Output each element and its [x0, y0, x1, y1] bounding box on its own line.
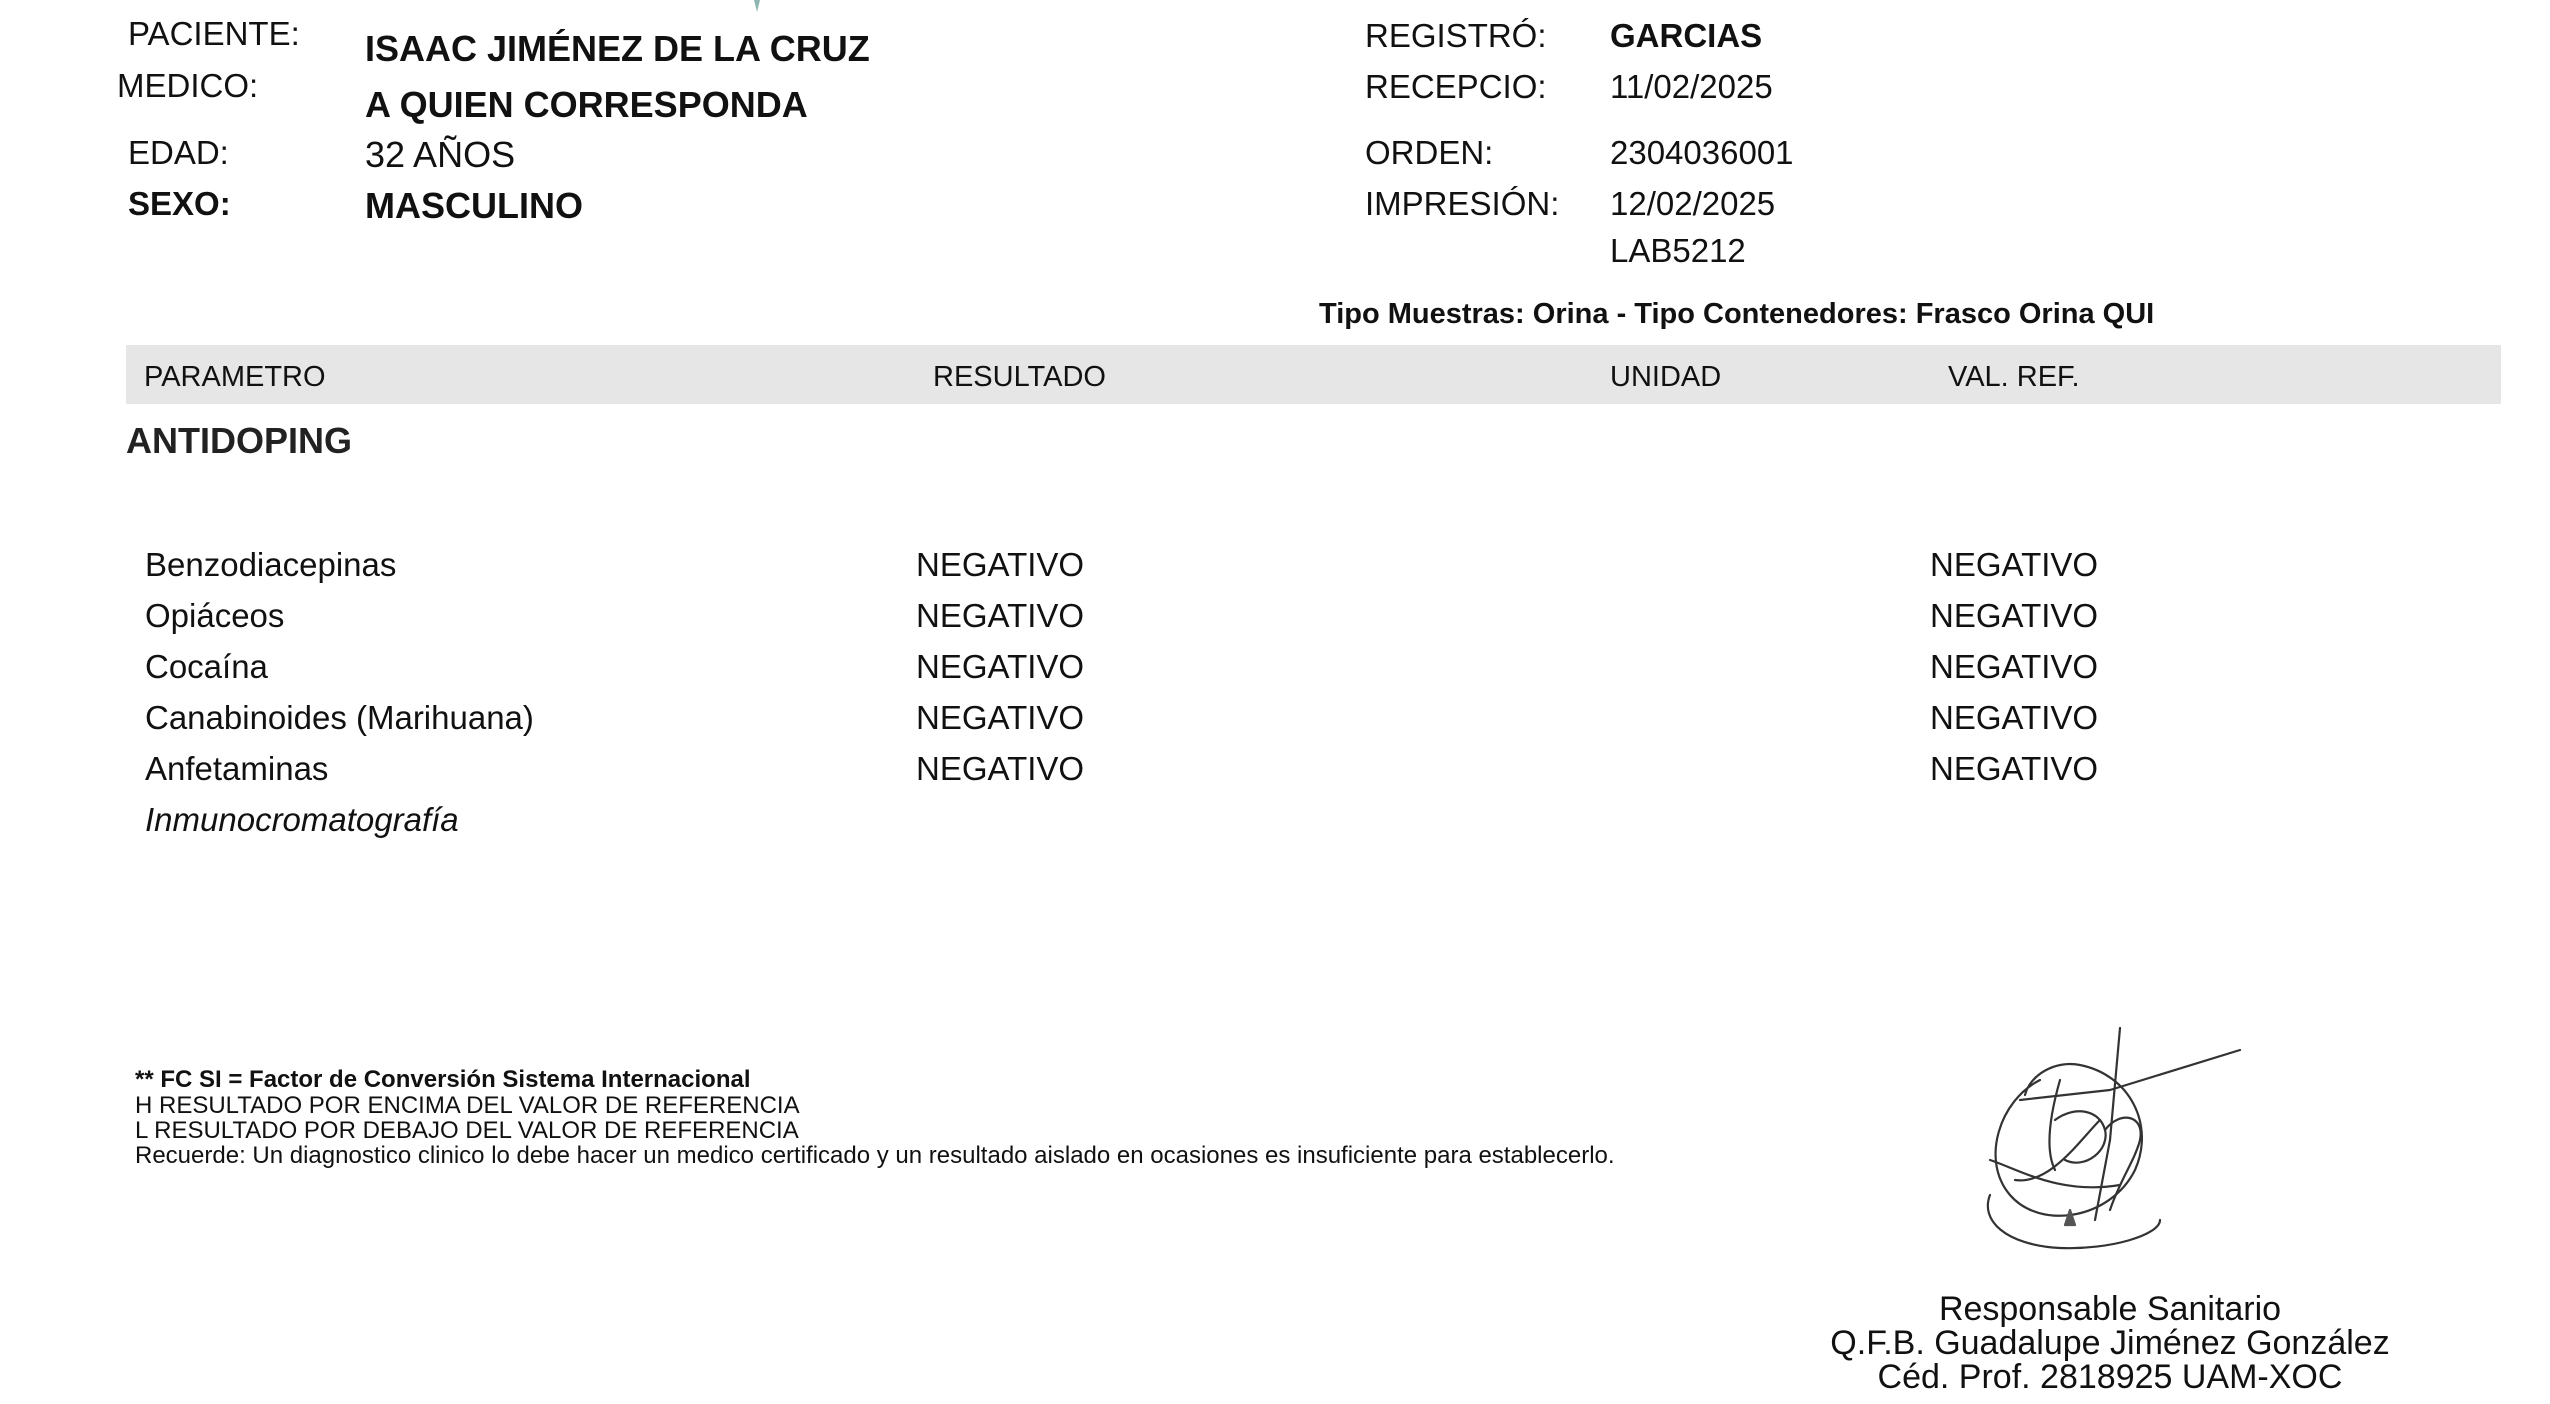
row-valref: NEGATIVO: [1930, 699, 2099, 736]
row-parametro: Anfetaminas: [145, 750, 329, 787]
row-parametro: Cocaína: [145, 648, 268, 685]
row-resultado: NEGATIVO: [916, 750, 1085, 787]
footnote-l: L RESULTADO POR DEBAJO DEL VALOR DE REFERENCIA: [135, 1117, 799, 1144]
row-parametro: Opiáceos: [145, 597, 285, 634]
row-resultado: NEGATIVO: [916, 546, 1085, 583]
signature-icon: [1960, 1020, 2260, 1270]
row-resultado: NEGATIVO: [916, 648, 1085, 685]
lab-code: LAB5212: [1610, 232, 1746, 269]
sample-info: Tipo Muestras: Orina - Tipo Contenedores: Frasco Orina QUI: [1319, 298, 2155, 330]
row-valref: NEGATIVO: [1930, 648, 2099, 685]
signature-title: Responsable Sanitario: [1938, 1290, 2282, 1328]
col-unidad: UNIDAD: [1610, 361, 1722, 393]
footnote-fc-si: ** FC SI = Factor de Conversión Sistema Internacional: [135, 1066, 751, 1093]
edad-label: EDAD:: [128, 134, 229, 171]
paciente-label: PACIENTE:: [128, 15, 300, 52]
section-title: ANTIDOPING: [126, 420, 353, 461]
medico-label: MEDICO:: [117, 67, 259, 104]
impresion-value: 12/02/2025: [1610, 185, 1776, 222]
recepcio-label: RECEPCIO:: [1365, 68, 1547, 105]
table-header: [126, 345, 2501, 404]
registro-value: GARCIAS: [1610, 17, 1763, 54]
recepcio-value: 11/02/2025: [1610, 68, 1773, 105]
method-text: Inmunocromatografía: [145, 801, 459, 838]
sexo-label: SEXO:: [128, 185, 231, 222]
medico-value: A QUIEN CORRESPONDA: [365, 84, 808, 125]
col-resultado: RESULTADO: [933, 361, 1106, 393]
paciente-value: ISAAC JIMÉNEZ DE LA CRUZ: [365, 28, 870, 69]
row-valref: NEGATIVO: [1930, 597, 2099, 634]
row-parametro: Canabinoides (Marihuana): [145, 699, 534, 736]
footnote-recuerde: Recuerde: Un diagnostico clinico lo debe hacer un medico certificado y un resultado aislado en ocasiones es insuficiente para establecerlo.: [135, 1142, 1615, 1169]
col-valref: VAL. REF.: [1948, 361, 2080, 393]
signature-cedula: Céd. Prof. 2818925 UAM-XOC: [1877, 1358, 2343, 1396]
sexo-value: MASCULINO: [365, 185, 583, 226]
footnote-h: H RESULTADO POR ENCIMA DEL VALOR DE REFERENCIA: [135, 1092, 800, 1119]
logo-fragment-icon: [752, 0, 764, 12]
impresion-label: IMPRESIÓN:: [1365, 185, 1560, 222]
row-resultado: NEGATIVO: [916, 597, 1085, 634]
row-parametro: Benzodiacepinas: [145, 546, 397, 583]
orden-value: 2304036001: [1610, 134, 1794, 171]
row-resultado: NEGATIVO: [916, 699, 1085, 736]
row-valref: NEGATIVO: [1930, 750, 2099, 787]
edad-value: 32 AÑOS: [365, 134, 516, 175]
row-valref: NEGATIVO: [1930, 546, 2099, 583]
orden-label: ORDEN:: [1365, 134, 1494, 171]
signature-name: Q.F.B. Guadalupe Jiménez González: [1830, 1324, 2390, 1362]
col-parametro: PARAMETRO: [144, 361, 326, 393]
registro-label: REGISTRÓ:: [1365, 17, 1547, 54]
